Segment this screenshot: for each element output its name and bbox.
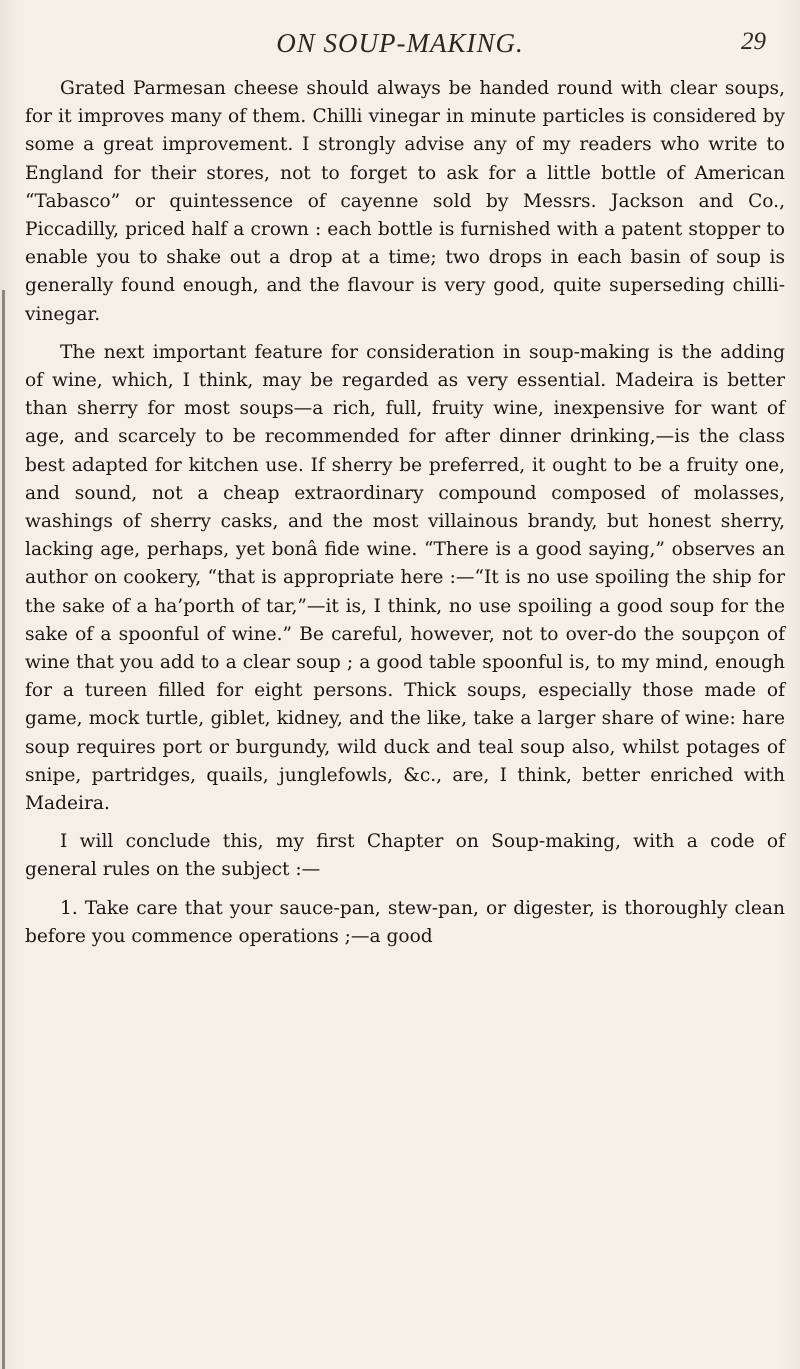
paragraph: The next important feature for consideration in soup-making is the adding of wine, which, I think, may be regarded as very essential. Madeira is better than sherry for most soups—a rich, full, fruity wine, inexpensive for want of age, and scarcely to be recommended for after dinner drinking,—is the class best adapted for kitchen use. If sherry be preferred, it ought to be a fruity one, and sound, not a cheap extraordinary compound composed of molasses, washings of sherry casks, and the most villainous brandy, but honest sherry, lacking age, perhaps, yet bonâ fide wine. “There is a good saying,” observes an author on cookery, “that is appropriate here :—“It is no use spoiling the ship for the sake of a ha’porth of tar,”—it is, I think, no use spoiling a good soup for the sake of a spoonful of wine.” Be careful, however, not to over-do the soupçon of wine that you add to a clear soup ; a good table spoonful is, to my mind, enough for a tureen filled for eight persons. Thick soups, especially those made of game, mock turtle, giblet, kidney, and the like, take a larger share of wine: hare soup requires port or burgundy, wild duck and teal soup also, whilst potages of snipe, partridges, quails, junglefowls, &c., are, I think, better enriched with Madeira.	[25, 341, 785, 815]
page-number: 29	[741, 28, 766, 55]
paragraph: I will conclude this, my first Chapter on Soup-making, with a code of general rules on the subject :—	[25, 831, 785, 881]
running-head: ON SOUP-MAKING.	[276, 28, 524, 58]
page-header	[0, 24, 800, 64]
binding-edge-line	[2, 290, 5, 1369]
paragraph: 1. Take care that your sauce-pan, stew-pan, or digester, is thoroughly clean before you commence operations ;—a good	[25, 897, 785, 947]
body-text	[25, 75, 785, 951]
paragraph: Grated Parmesan cheese should always be handed round with clear soups, for it improves many of them. Chilli vinegar in minute particles is considered by some a great improvement. I strongly advise any of my readers who write to England for their stores, not to forget to ask for a little bottle of American “Tabasco” or quintessence of cayenne sold by Messrs. Jackson and Co., Piccadilly, priced half a crown : each bottle is furnished with a patent stopper to enable you to shake out a drop at a time; two drops in each basin of soup is generally found enough, and the flavour is very good, quite superseding chilli-vinegar.	[25, 78, 785, 325]
